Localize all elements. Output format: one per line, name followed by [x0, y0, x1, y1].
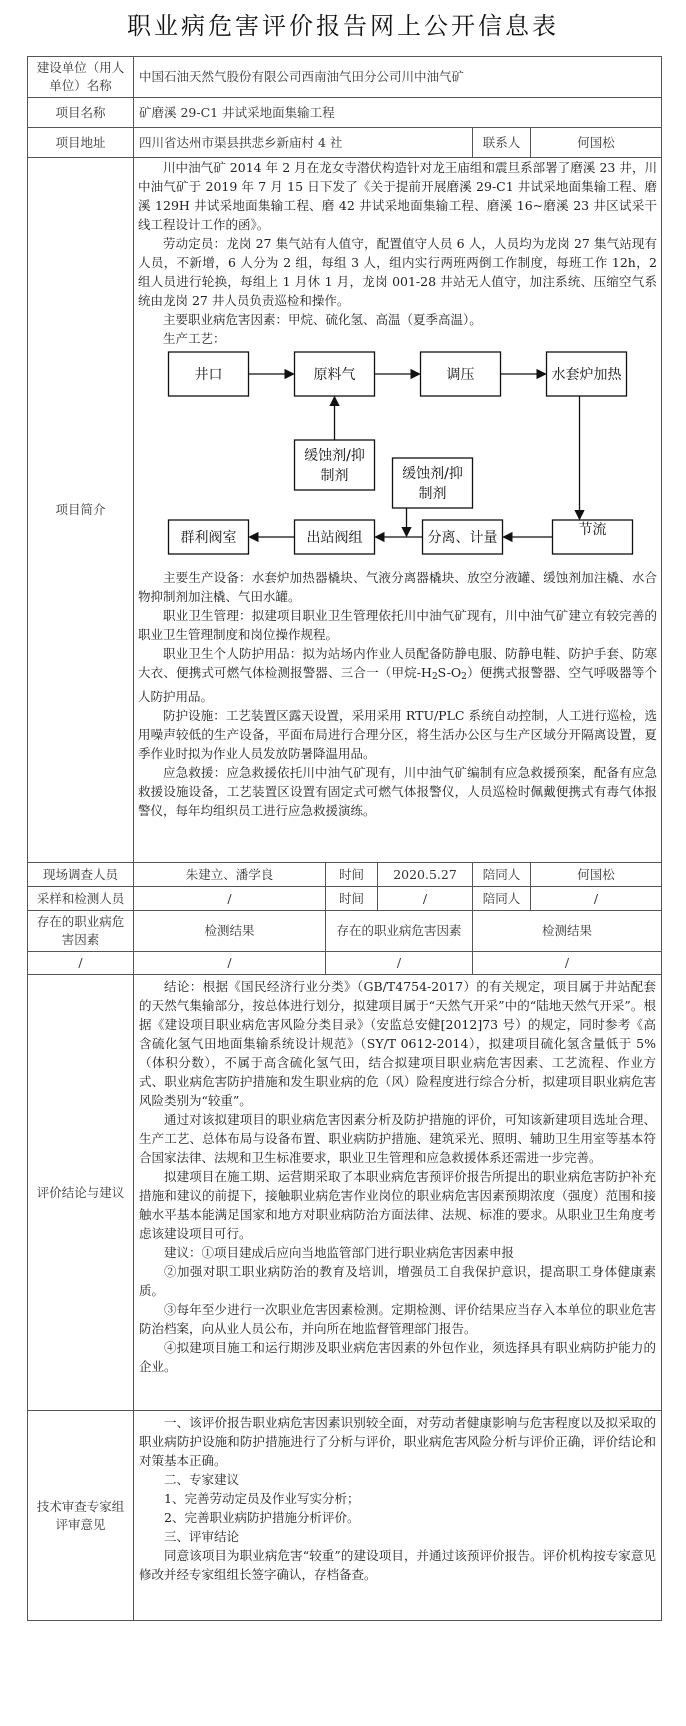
review-p2: 二、专家建议	[164, 1472, 240, 1487]
review-p4: 2、完善职业病防护措施分析评价。	[164, 1510, 360, 1525]
review-p1: 一、该评价报告职业病危害因素识别较全面，对劳动者健康影响与危害程度以及拟采取的职业病防护设施和防护措施进行了分析与评价，职业病危害风险分析与评价正确，评价结论和对策基本正确。	[139, 1415, 657, 1468]
survey-escort: 何国松	[531, 863, 662, 887]
intro-p7	[138, 644, 657, 706]
row-unit	[28, 57, 662, 98]
sampling-time-label: 时间	[326, 887, 378, 911]
row-hazard-values	[28, 952, 662, 975]
process-flow-diagram	[138, 348, 657, 563]
flow-label-wellhead: 井口	[194, 367, 223, 383]
project-address-label: 项目地址	[28, 128, 134, 158]
row-project-name	[28, 98, 662, 128]
row-sampling	[28, 887, 662, 911]
conclusion-p3: 拟建项目在施工期、运营期采取了本职业病危害预评价报告所提出的职业病危害防护补充措施和建议的前提下，接触职业病危害作业岗位的职业病危害因素预期浓度（强度）范围和接触水平基本能满足国家和地方对职业病防治方面法律、法规、标准的要求。从职业卫生角度考虑该建设项目可行。	[139, 1169, 657, 1241]
flow-label-inhibitor-1a: 缓蚀剂/抑	[304, 448, 365, 464]
hazard-label-b: 存在的职业病危害因素	[326, 911, 473, 952]
row-conclusion	[28, 975, 662, 1411]
survey-value: 朱建立、潘学良	[134, 863, 326, 887]
flow-label-valve-room: 群利阀室	[180, 530, 237, 546]
review-p5: 三、评审结论	[164, 1529, 240, 1544]
unit-value: 中国石油天然气股份有限公司西南油气田分公司川中油气矿	[134, 57, 662, 98]
info-table	[27, 56, 662, 1621]
review-p3: 1、完善劳动定员及作业写实分析；	[164, 1491, 360, 1506]
hazard-value-b: /	[326, 952, 473, 975]
intro-p3: 主要职业病危害因素：甲烷、硫化氢、高温（夏季高温）。	[163, 312, 482, 327]
intro-p7-b: S-O	[437, 665, 462, 680]
review-p6: 同意该项目为职业病危害“较重”的建设项目，并通过该预评价报告。评价机构按专家意见修改并经专家组组长签字确认，存档备查。	[139, 1548, 657, 1582]
flow-label-heater: 水套炉加热	[551, 367, 622, 383]
survey-time: 2020.5.27	[378, 863, 473, 887]
project-address-value: 四川省达州市渠县拱悲乡新庙村 4 社	[134, 128, 473, 158]
intro-p4: 生产工艺：	[163, 331, 226, 346]
intro-p1: 川中油气矿 2014 年 2 月在龙女寺潜伏构造针对龙王庙组和震旦系部署了磨溪 23 井，川中油气矿于 2019 年 7 月 15 日下发了《关于提前开展磨溪 29-C1 井试采地面集输工程、磨溪 129H 井试采地面集输工程、磨 42 井试采地面集输工程、磨溪 16~磨溪 23 井区试采干线工程设计工作的函》。	[138, 160, 658, 232]
sampling-value: /	[134, 887, 326, 911]
sampling-label: 采样和检测人员	[28, 887, 134, 911]
intro-p7-c: ）便携式报警器、空气呼吸器等个人防护用品。	[138, 665, 657, 704]
flow-label-inhibitor-2b: 制剂	[418, 486, 447, 502]
project-name-value: 矿磨溪 29-C1 井试采地面集输工程	[134, 98, 662, 128]
row-intro	[28, 158, 662, 863]
conclusion-p2: 通过对该拟建项目的职业病危害因素分析及防护措施的评价，可知该新建项目选址合理、生产工艺、总体布局与设备布置、职业病防护措施、建筑采光、照明、辅助卫生用室等基本符合国家法律、法规和卫生标准要求，职业卫生管理和应急救援体系还需进一步完善。	[139, 1112, 657, 1165]
conclusion-p7: ④拟建项目施工和运行期涉及职业病危害因素的外包作业，须选择具有职业病防护能力的企业。	[139, 1340, 657, 1374]
result-value-b: /	[473, 952, 662, 975]
conclusion-p6: ③每年至少进行一次职业危害因素检测。定期检测、评价结果应当存入本单位的职业危害防治档案，向从业人员公布，并向所在地监督管理部门报告。	[139, 1302, 657, 1336]
row-survey	[28, 863, 662, 887]
sampling-escort: /	[531, 887, 662, 911]
review-label: 技术审查专家组评审意见	[28, 1411, 134, 1621]
result-label-a: 检测结果	[134, 911, 326, 952]
sampling-escort-label: 陪同人	[473, 887, 531, 911]
result-label-b: 检测结果	[473, 911, 662, 952]
intro-label: 项目简介	[28, 158, 134, 863]
unit-label: 建设单位（用人单位）名称	[28, 57, 134, 98]
flow-label-throttle: 节流	[578, 522, 607, 538]
intro-p5: 主要生产设备：水套炉加热器橇块、气液分离器橇块、放空分液罐、缓蚀剂加注橇、水合物抑制剂加注橇、气田水罐。	[138, 570, 658, 604]
flow-label-outlet: 出站阀组	[306, 530, 363, 546]
flow-label-pressure: 调压	[446, 367, 475, 383]
intro-p7-a: 职业卫生个人防护用品：拟为站场内作业人员配备防静电服、防静电鞋、防护手套、防寒大衣、便携式可燃气体检测报警器、三合一（甲烷-H	[138, 646, 658, 680]
row-project-address	[28, 128, 662, 158]
conclusion-p4: 建议：①项目建成后应向当地监管部门进行职业病危害因素申报	[164, 1245, 515, 1260]
hazard-value-a: /	[28, 952, 134, 975]
conclusion-p1: 结论：根据《国民经济行业分类》（GB/T4754-2017）的有关规定，项目属于井站配套的天然气集输部分，按总体进行划分，拟建项目属于“天然气开采”中的“陆地天然气开采”。根据《建设项目职业病危害风险分类目录》（安监总安健[2012]73 号）的规定，同时参考《高含硫化氢气田地面集输系统设计规范》（SY/T 0612-2014），拟建项目硫化氢含量低于 5%（体积分数），不属于高含硫化氢气田，结合拟建项目职业病危害因素、工艺流程、作业方式、职业病危害防护措施和发生职业病的危（风）险程度进行综合分析，拟建项目职业病危害风险类别为“较重”。	[139, 979, 657, 1108]
intro-p7-sub2: 2	[461, 672, 467, 682]
project-name-label: 项目名称	[28, 98, 134, 128]
intro-content	[134, 158, 662, 863]
intro-p8: 防护设施：工艺装置区露天设置，采用采用 RTU/PLC 系统自动控制，人工进行巡检，选用噪声较低的生产设备，平面布局进行合理分区，将生活办公区与生产区域分开隔离设置，夏季作业时拟为作业人员发放防暑降温用品。	[138, 708, 658, 761]
flow-label-raw-gas: 原料气	[313, 367, 356, 383]
hazard-label-a: 存在的职业病危害因素	[28, 911, 134, 952]
conclusion-label: 评价结论与建议	[28, 975, 134, 1411]
intro-p2: 劳动定员：龙岗 27 集气站有人值守，配置值守人员 6 人，人员均为龙岗 27 集气站现有人员，不新增，6 人分为 2 组，每组 3 人，组内实行两班两倒工作制度，每班工作 12h，2 组人员进行轮换，每组上 1 月休 1 月，龙岗 001-28 井站无人值守，加注系统、压缩空气系统由龙岗 27 井人员负责巡检和操作。	[138, 236, 658, 308]
survey-escort-label: 陪同人	[473, 863, 531, 887]
review-content	[134, 1411, 662, 1621]
page-title: 职业病危害评价报告网上公开信息表	[127, 12, 559, 40]
flow-label-inhibitor-2a: 缓蚀剂/抑	[402, 466, 463, 482]
row-review	[28, 1411, 662, 1621]
sampling-time: /	[378, 887, 473, 911]
contact-value: 何国松	[531, 128, 662, 158]
conclusion-p5: ②加强对职工职业病防治的教育及培训，增强员工自我保护意识，提高职工身体健康素质。	[139, 1264, 657, 1298]
survey-label: 现场调查人员	[28, 863, 134, 887]
intro-p6: 职业卫生管理：拟建项目职业卫生管理依托川中油气矿现有，川中油气矿建立有较完善的职业卫生管理制度和岗位操作规程。	[138, 608, 658, 642]
conclusion-content	[134, 975, 662, 1411]
intro-p9: 应急救援：应急救援依托川中油气矿现有，川中油气矿编制有应急救援预案，配备有应急救援设施设备，工艺装置区设置有固定式可燃气体报警仪，人员巡检时佩戴便携式有毒气体报警仪，每年均组织员工进行应急救援演练。	[138, 765, 658, 818]
row-hazard-header	[28, 911, 662, 952]
flow-label-separation: 分离、计量	[427, 530, 498, 546]
contact-label: 联系人	[473, 128, 531, 158]
survey-time-label: 时间	[326, 863, 378, 887]
intro-p7-sub1: 2	[431, 672, 438, 682]
flow-label-inhibitor-1b: 制剂	[320, 468, 349, 484]
result-value-a: /	[134, 952, 326, 975]
